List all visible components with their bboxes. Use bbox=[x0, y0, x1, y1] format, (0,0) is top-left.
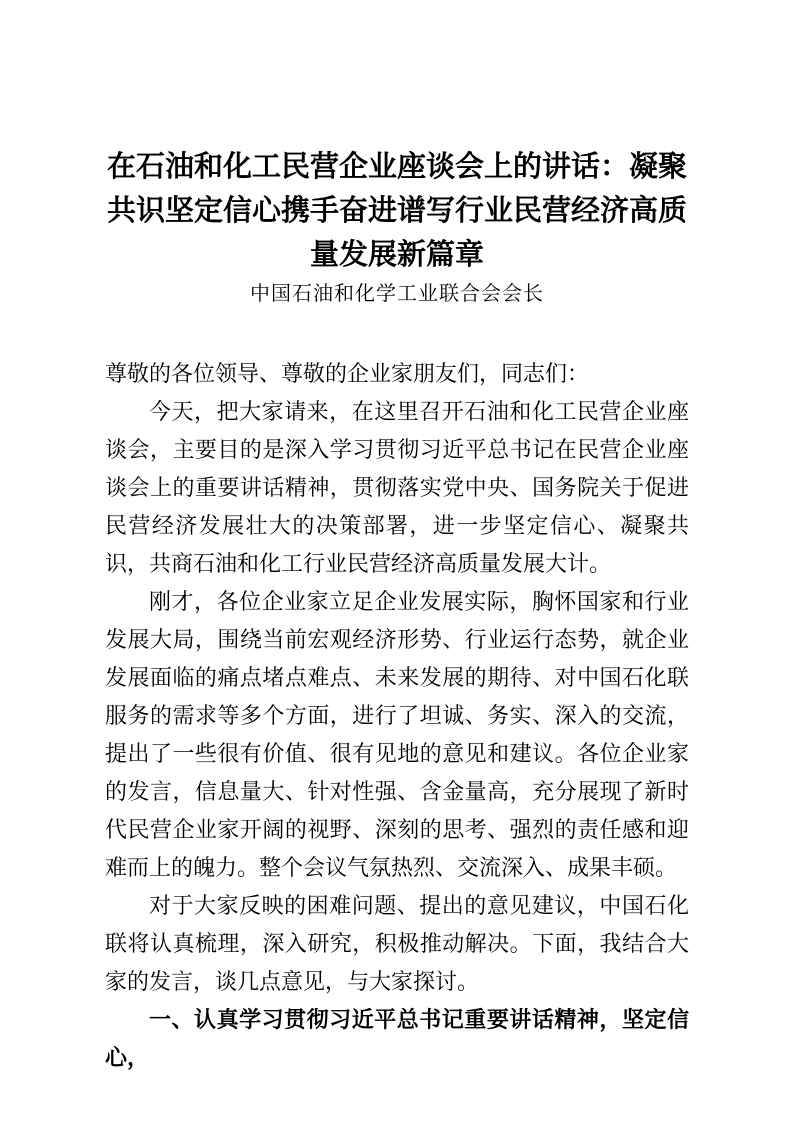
body-paragraph-2: 刚才，各位企业家立足企业发展实际，胸怀国家和行业发展大局，围绕当前宏观经济形势、行业运行态势，就企业发展面临的痛点堵点难点、未来发展的期待、对中国石化联服务的需求等多个方面，进行了坦诚、务实、深入的交流，提出了一些很有价值、很有见地的意见和建议。各位企业家的发言，信息量大、针对性强、含金量高，充分展现了新时代民营企业家开阔的视野、深刻的思考、强烈的责任感和迎难而上的魄力。整个会议气氛热烈、交流深入、成果丰硕。 bbox=[105, 589, 689, 880]
document-byline: 中国石油和化学工业联合会会长 bbox=[250, 283, 544, 305]
document-title: 在石油和化工民营企业座谈会上的讲话：凝聚共识坚定信心携手奋进谱写行业民营经济高质量发展新篇章 bbox=[106, 151, 687, 271]
salutation-line: 尊敬的各位领导、尊敬的企业家朋友们，同志们： bbox=[105, 361, 590, 386]
document-body bbox=[105, 355, 689, 1077]
body-paragraph-1: 今天，把大家请来，在这里召开石油和化工民营企业座谈会，主要目的是深入学习贯彻习近平总书记在民营企业座谈会上的重要讲话精神，贯彻落实党中央、国务院关于促进民营经济发展壮大的决策部署，进一步坚定信心、凝聚共识，共商石油和化工行业民营经济高质量发展大计。 bbox=[105, 399, 689, 576]
section-heading-1: 一、认真学习贯彻习近平总书记重要讲话精神，坚定信心， bbox=[105, 1007, 689, 1070]
body-paragraph-3: 对于大家反映的困难问题、提出的意见建议，中国石化联将认真梳理，深入研究，积极推动解决。下面，我结合大家的发言，谈几点意见，与大家探讨。 bbox=[105, 893, 689, 994]
